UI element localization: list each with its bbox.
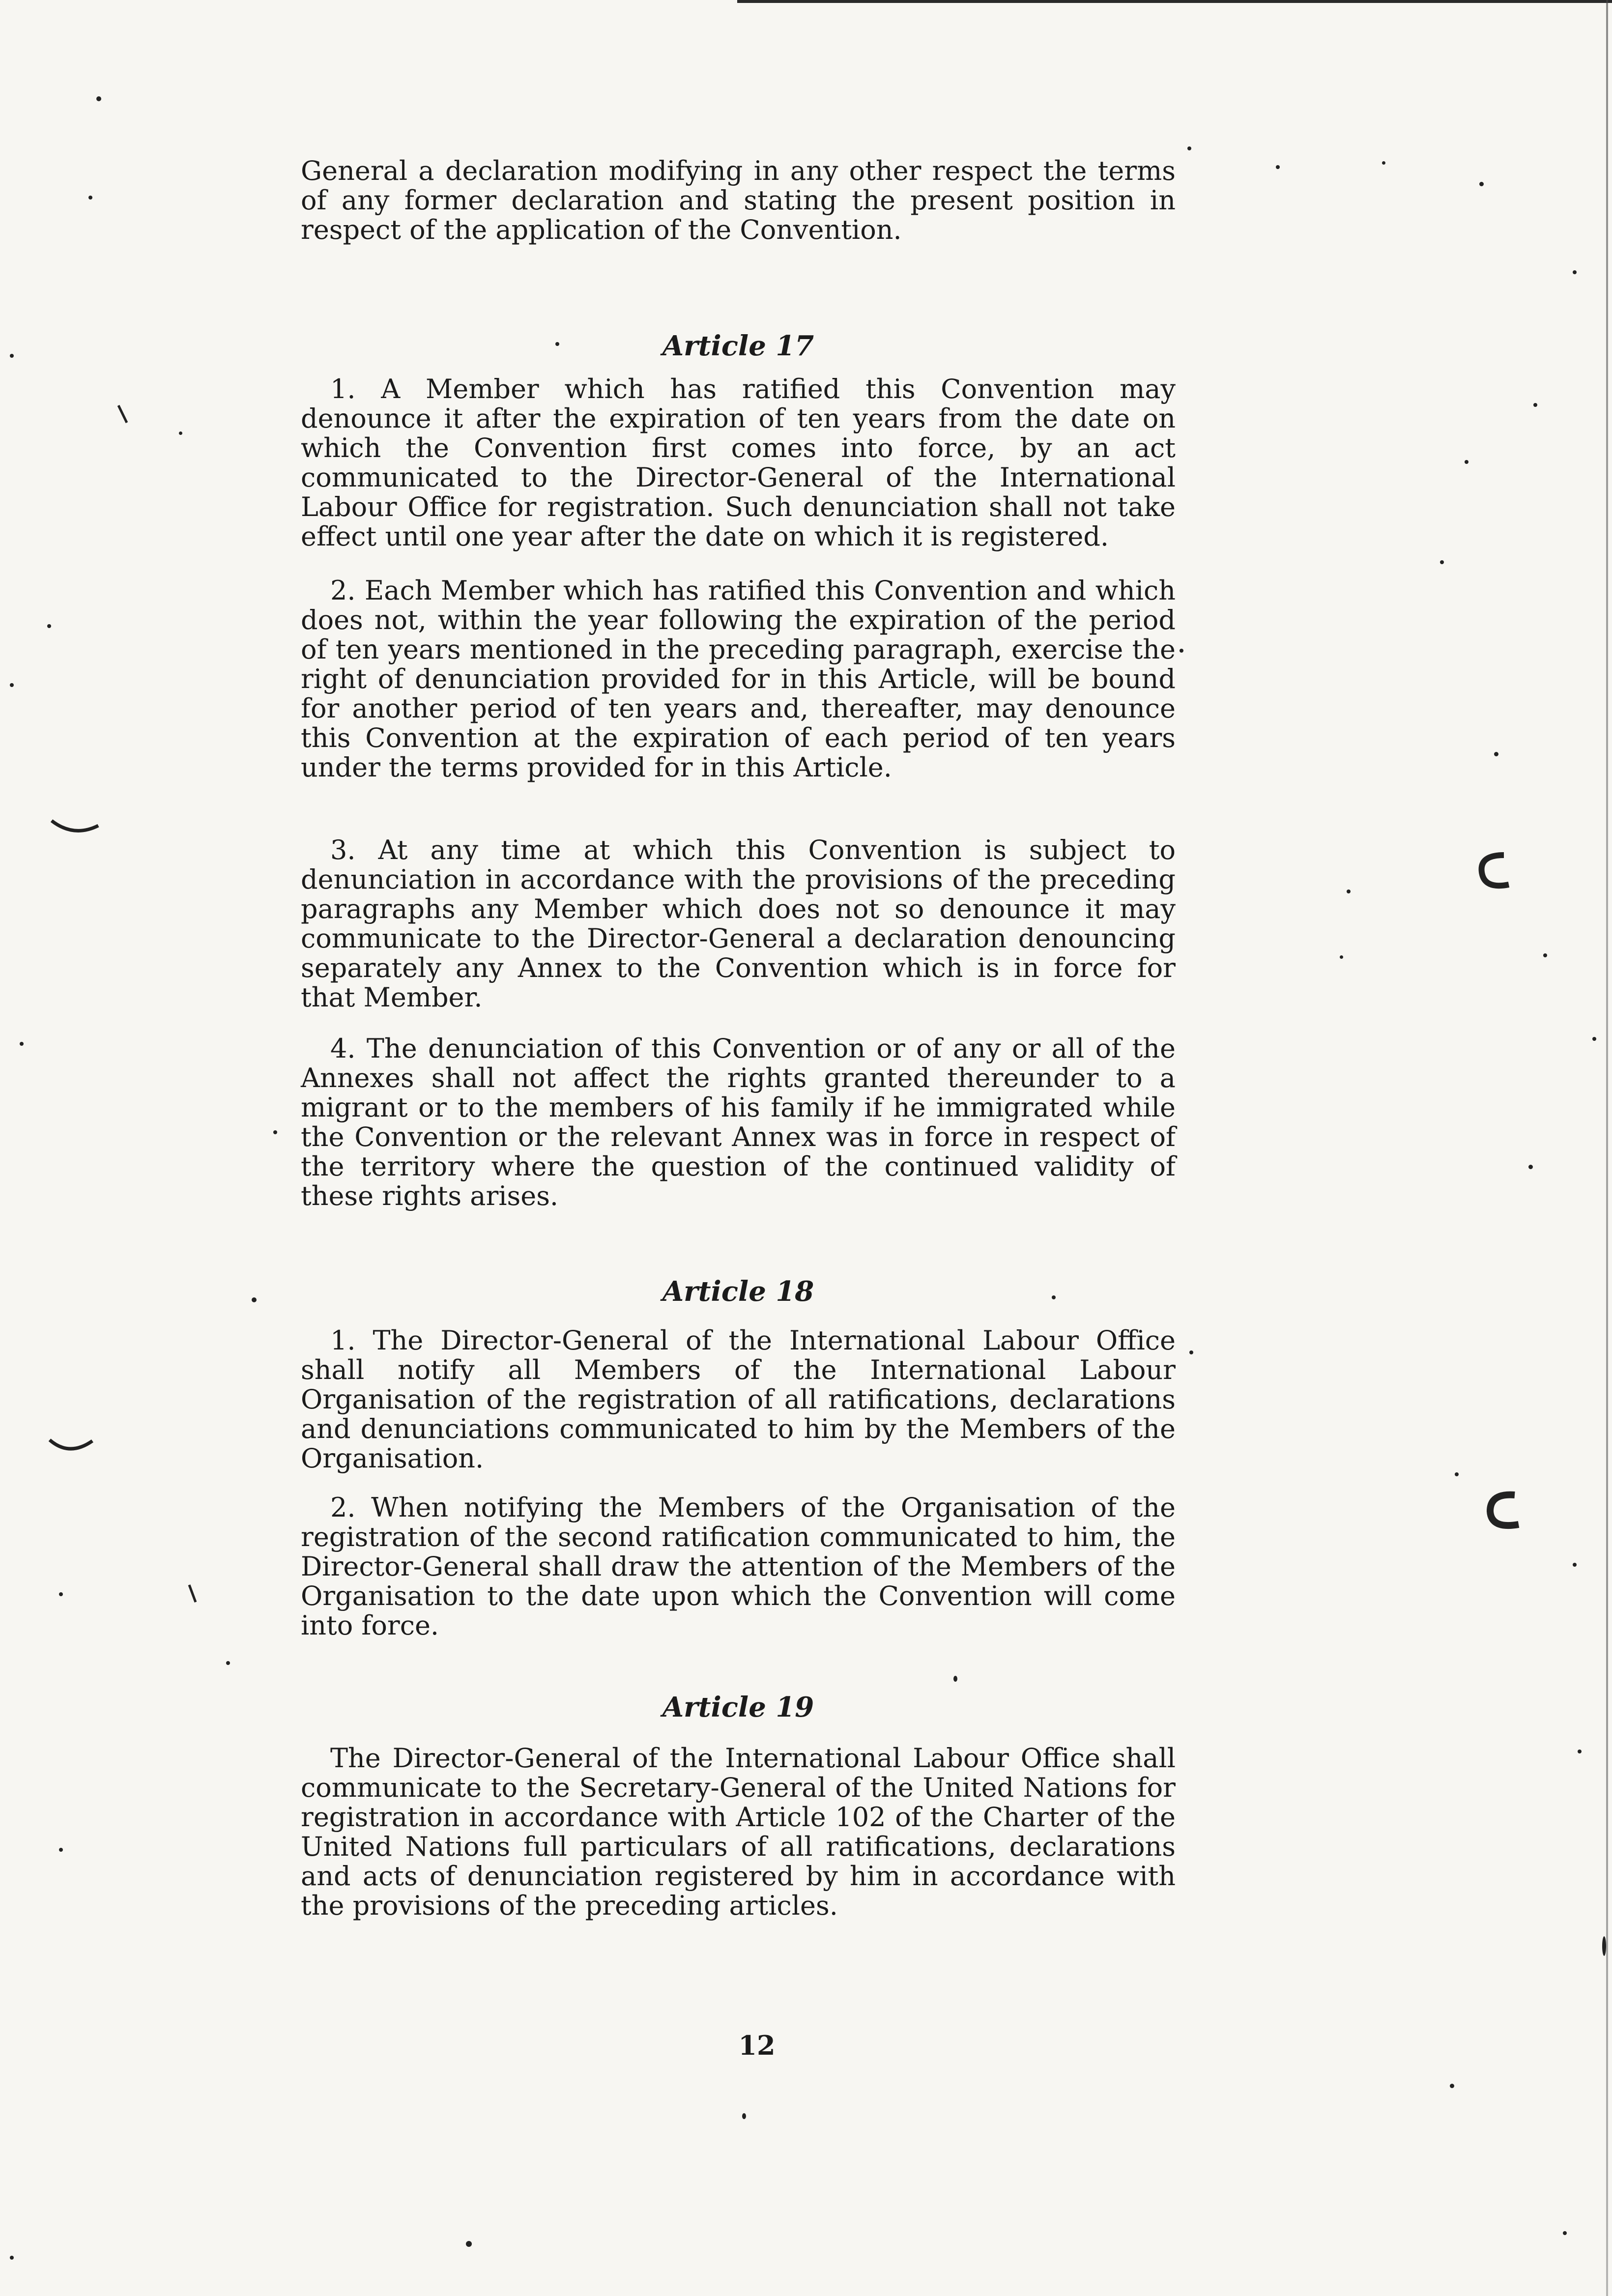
scan-speck [1052,1295,1056,1299]
article-18-para-1-block [301,1326,1176,1473]
scan-speck [1573,1563,1577,1567]
article-17-para-1-block [301,374,1176,551]
article-19-paragraph-1: The Director-General of the International Labour Office shall communicate to the Secretary-General of the United Nations for registration in accordance with Article 102 of the Charter of the United Nations full particulars of all ratifications, declarations and acts of denunciation registered by him in accordance with the provisions of the preceding articles. [301,1743,1176,1921]
scan-speck [1347,890,1351,893]
scan-speck [1528,1165,1533,1169]
article-18-heading: Article 18 [662,1275,814,1308]
scan-speck [1189,1350,1193,1354]
article-17-paragraph-1: 1. A Member which has ratified this Convention may denounce it after the expiration of ten years from the date on which the Convention first comes into force, by an act communicated to the Director-General of the International Labour Office for registration. Such denunciation shall not take effect until one year after the date on which it is registered. [301,373,1176,552]
article-17-paragraph-2: 2. Each Member which has ratified this Convention and which does not, within the year following the expiration of the period of ten years mentioned in the preceding paragraph, exercise the right of denunciation provided for in this Article, will be bound for another period of ten years and, thereafter, may denounce this Convention at the expiration of each period of ten years under the terms provided for in this Article. [301,575,1176,783]
article-18-para-2-block [301,1493,1176,1640]
scan-speck [1563,2231,1567,2235]
article-17-paragraph-3: 3. At any time at which this Convention is subject to denunciation in accordance with the provisions of the preceding paragraphs any Member which does not so denounce it may communicate to the Director-General a declaration denouncing separately any Annex to the Convention which is in force for that Member. [301,834,1176,1013]
scan-speck [1340,955,1343,959]
scan-speck [273,1130,277,1134]
scan-speck [1382,161,1385,165]
scan-speck [1533,403,1537,407]
margin-c-mark [1479,1484,1528,1538]
scan-speck [1187,146,1191,150]
scan-speck [1602,1936,1606,1956]
scan-speck [1276,165,1280,169]
scan-speck [59,1592,63,1596]
scan-speck [1465,460,1468,464]
scan-speck [59,1848,63,1852]
top-edge-rule [737,0,1612,3]
article-19-para-1-block [301,1744,1176,1921]
article-17-para-4-block [301,1034,1176,1211]
scan-speck [1180,649,1183,653]
scan-speck [20,1042,24,1046]
scan-speck [1578,1750,1582,1753]
scan-speck [1494,752,1498,756]
article-17-para-2-block [301,576,1176,782]
scan-speck [10,354,14,358]
intro-block [301,156,1176,245]
scan-speck [1440,560,1444,564]
margin-curve-mark [47,1435,96,1460]
scan-speck [1592,1037,1596,1041]
article-17-heading: Article 17 [662,330,814,362]
scan-speck [1479,182,1484,186]
scan-speck [1543,953,1547,957]
page-number: 12 [738,2030,776,2061]
margin-tick-mark [116,403,131,428]
article-19-heading: Article 19 [662,1691,814,1723]
scan-speck [1455,1472,1459,1476]
scan-speck [226,1661,230,1665]
margin-tick-mark [187,1582,202,1607]
margin-curve-mark [49,816,103,845]
scan-speck [252,1297,257,1302]
right-edge-shadow [1606,0,1608,2296]
scan-speck [1573,270,1577,274]
article-17-paragraph-4: 4. The denunciation of this Convention or of any or all of the Annexes shall not affect the rights granted thereunder to a migrant or to the members of his family if he immigrated while the Convention or the relevant Annex was in force in respect of the territory where the question of the continued validity of these rights arises. [301,1033,1176,1211]
scan-speck [88,196,92,200]
intro-paragraph: General a declaration modifying in any other respect the terms of any former declaration and stating the present position in respect of the application of the Convention. [301,155,1176,245]
scan-speck [10,683,14,687]
scan-speck [1450,2084,1454,2088]
margin-c-mark [1469,845,1519,899]
article-17-para-3-block [301,835,1176,1012]
article-18-paragraph-2: 2. When notifying the Members of the Organisation of the registration of the second ratification communicated to him, the Director-General shall draw the attention of the Members of the Organisation to the date upon which the Convention will come into force. [301,1492,1176,1641]
scan-speck [742,2113,746,2119]
scan-speck [10,2256,14,2260]
article-18-paragraph-1: 1. The Director-General of the International Labour Office shall notify all Members of the International Labour Organisation of the registration of all ratifications, declarations and denunciations communicated to him by the Members of the Organisation. [301,1325,1176,1474]
scan-speck [555,342,559,346]
scan-speck [47,624,51,628]
scan-speck [466,2241,472,2247]
scan-speck [179,431,182,435]
scan-speck [96,96,101,101]
scan-speck [953,1676,957,1682]
